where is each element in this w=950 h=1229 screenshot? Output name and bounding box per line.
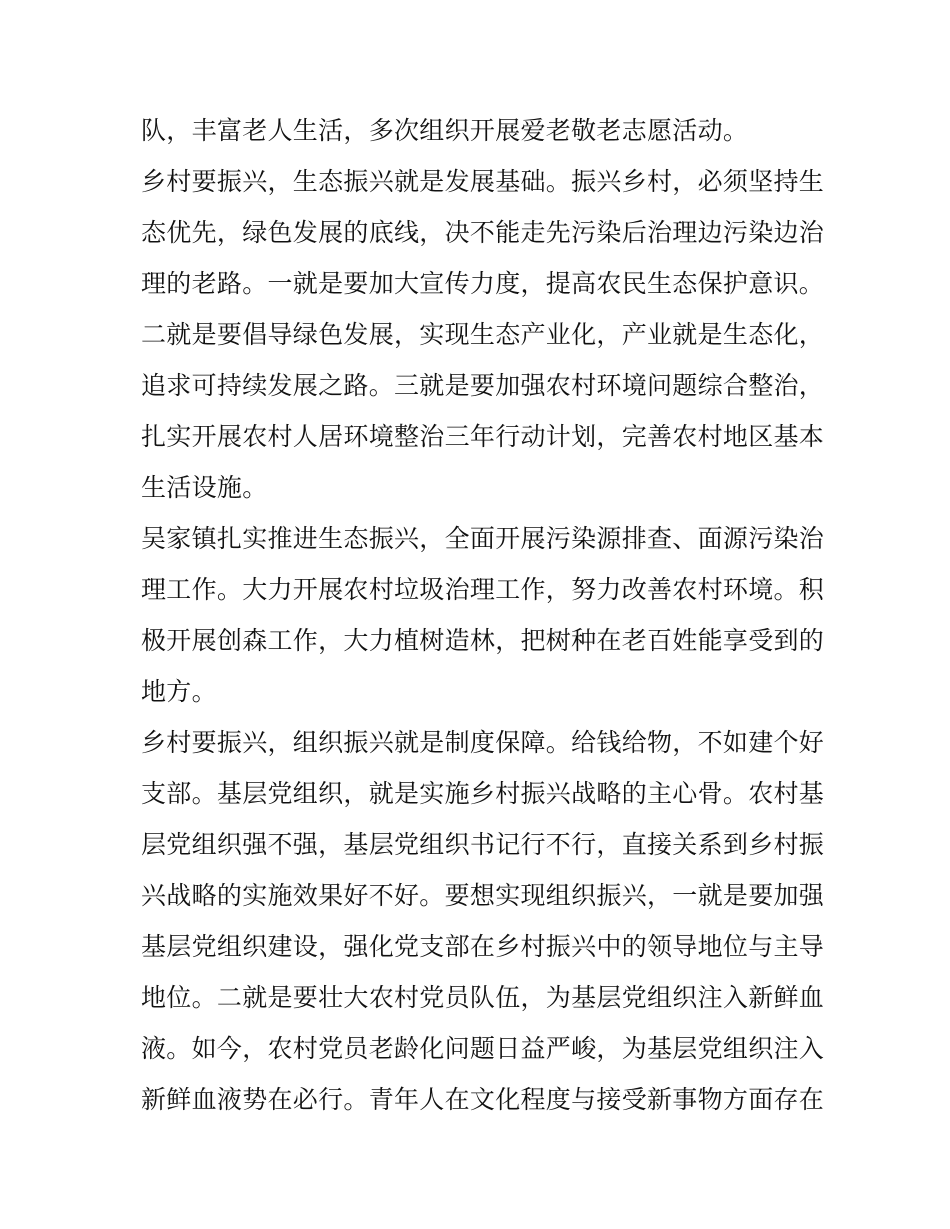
text-line: 层党组织强不强，基层党组织书记行不行，直接关系到乡村振 — [141, 830, 825, 859]
text-line: 生活设施。 — [141, 473, 268, 502]
text-line: 态优先，绿色发展的底线，决不能走先污染后治理边污染边治 — [141, 218, 825, 247]
text-line: 乡村要振兴，组织振兴就是制度保障。给钱给物，不如建个好 — [141, 728, 825, 757]
text-line: 理的老路。一就是要加大宣传力度，提高农民生态保护意识。 — [141, 269, 825, 298]
text-line: 乡村要振兴，生态振兴就是发展基础。振兴乡村，必须坚持生 — [141, 167, 825, 196]
text-line: 地位。二就是要壮大农村党员队伍，为基层党组织注入新鲜血 — [141, 983, 825, 1012]
text-line: 液。如今，农村党员老龄化问题日益严峻，为基层党组织注入 — [141, 1034, 825, 1063]
document-body — [141, 105, 825, 1125]
text-line: 兴战略的实施效果好不好。要想实现组织振兴，一就是要加强 — [141, 881, 825, 910]
text-line: 新鲜血液势在必行。青年人在文化程度与接受新事物方面存在 — [141, 1085, 825, 1114]
text-line: 二就是要倡导绿色发展，实现生态产业化，产业就是生态化， — [141, 320, 825, 349]
text-line: 基层党组织建设，强化党支部在乡村振兴中的领导地位与主导 — [141, 932, 825, 961]
text-line: 吴家镇扎实推进生态振兴，全面开展污染源排查、面源污染治 — [141, 524, 825, 553]
text-line: 追求可持续发展之路。三就是要加强农村环境问题综合整治， — [141, 371, 825, 400]
text-line: 地方。 — [141, 677, 217, 706]
text-line: 支部。基层党组织，就是实施乡村振兴战略的主心骨。农村基 — [141, 779, 825, 808]
text-line: 理工作。大力开展农村垃圾治理工作，努力改善农村环境。积 — [141, 575, 825, 604]
text-line: 队，丰富老人生活，多次组织开展爱老敬老志愿活动。 — [141, 116, 749, 145]
text-line: 极开展创森工作，大力植树造林，把树种在老百姓能享受到的 — [141, 626, 825, 655]
text-line: 扎实开展农村人居环境整治三年行动计划，完善农村地区基本 — [141, 422, 825, 451]
